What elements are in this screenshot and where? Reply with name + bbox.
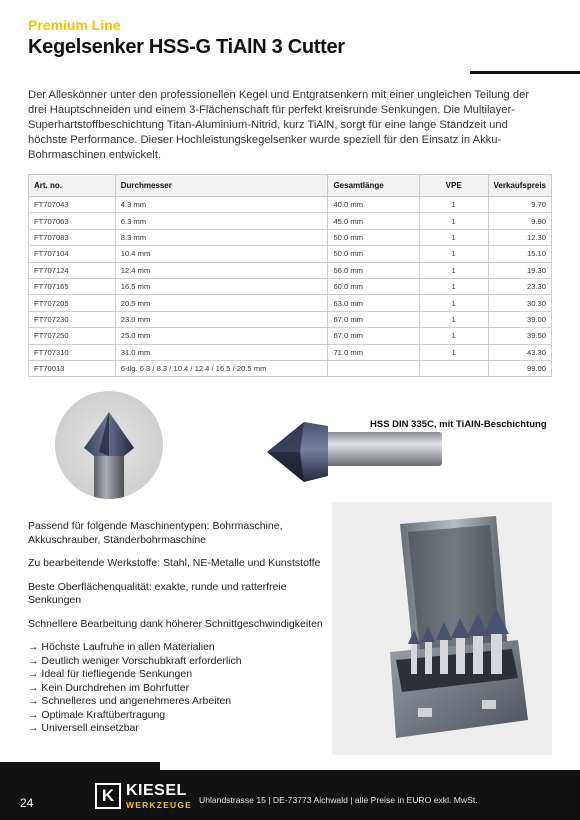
cell-diameter: 23.0 mm: [115, 311, 328, 327]
cell-length: [328, 360, 419, 376]
table-row: [29, 328, 552, 344]
benefit-item: → Ideal für tiefliegende Senkungen: [28, 668, 193, 680]
cell-price: 12.30: [488, 229, 551, 245]
table-row: [29, 262, 552, 278]
feature-list: [28, 520, 328, 736]
cell-length: 60.0 mm: [328, 278, 419, 294]
cell-vpe: 1: [419, 246, 488, 262]
cell-art-no: FT707165: [29, 278, 116, 294]
cell-diameter: 16.5 mm: [115, 278, 328, 294]
cell-price: 30.30: [488, 295, 551, 311]
cell-art-no: FT707043: [29, 197, 116, 213]
cell-price: 9.70: [488, 197, 551, 213]
cell-diameter: 20.5 mm: [115, 295, 328, 311]
cell-length: 63.0 mm: [328, 295, 419, 311]
table-row: [29, 360, 552, 376]
cell-vpe: 1: [419, 213, 488, 229]
cell-vpe: 1: [419, 295, 488, 311]
cell-art-no: FT707230: [29, 311, 116, 327]
benefit-item: → Schnelleres und angenehmeres Arbeiten: [28, 695, 232, 707]
table-row: [29, 197, 552, 213]
cell-length: 45.0 mm: [328, 213, 419, 229]
cell-vpe: 1: [419, 229, 488, 245]
cell-art-no: FT707063: [29, 213, 116, 229]
logo-mark: K: [95, 783, 121, 809]
page-title: Kegelsenker HSS-G TiAlN 3 Cutter: [28, 36, 345, 58]
table-row: [29, 246, 552, 262]
header-art-no: Art. no.: [29, 175, 116, 197]
cell-diameter: 31.0 mm: [115, 344, 328, 360]
feature-paragraph: Beste Oberflächenqualität: exakte, runde und ratterfreie Senkungen: [28, 580, 287, 606]
intro-paragraph: Der Alleskönner unter den professionellen Kegel und Entgratsenkern mit einer ungleichen Teilung der drei Hauptschneiden und einem 3-Flächenschaft für perfekt kreisrunde Senkungen. Die Multilayer-Superhartstoffbeschichtung Titan-Aluminium-Nitrid, kurz TiAlN, sorgt für eine lange Standzeit und höchste Performance. Dieser Hochleistungskegelsenker wurde speziell für den Einsatz in Akku-Bohrmaschinen entwickelt.: [28, 89, 530, 161]
table-row: [29, 278, 552, 294]
cell-vpe: 1: [419, 262, 488, 278]
cell-diameter: 10.4 mm: [115, 246, 328, 262]
cell-vpe: 1: [419, 311, 488, 327]
feature-paragraph: Schnellere Bearbeitung dank höherer Schnittgeschwindigkeiten: [28, 617, 323, 630]
cell-price: 39.50: [488, 328, 551, 344]
cell-length: 50.0 mm: [328, 229, 419, 245]
cell-length: 71.0 mm: [328, 344, 419, 360]
countersink-side-image: [262, 412, 447, 492]
footer-address: Uhlandstrasse 15 | DE-73773 Aichwald | alle Preise in EURO exkl. MwSt.: [199, 795, 478, 805]
cell-price: 23.30: [488, 278, 551, 294]
table-header-row: [29, 175, 552, 197]
cell-art-no: FT707104: [29, 246, 116, 262]
image-caption: HSS DIN 335C, mit TiAlN-Beschichtung: [370, 419, 547, 430]
header-price: Verkaufspreis: [488, 175, 551, 197]
table-body: [29, 197, 552, 377]
cell-length: 40.0 mm: [328, 197, 419, 213]
benefit-item: → Höchste Laufruhe in allen Materialien: [28, 641, 215, 653]
product-set-case-image: [332, 502, 552, 755]
benefit-item: → Kein Durchdrehen im Bohrfutter: [28, 681, 190, 694]
cell-art-no: FT707205: [29, 295, 116, 311]
cell-diameter: 25.0 mm: [115, 328, 328, 344]
cell-art-no: FT707310: [29, 344, 116, 360]
feature-paragraph: Zu bearbeitende Werkstoffe: Stahl, NE-Metalle und Kunststoffe: [28, 557, 321, 569]
cell-price: 99.00: [488, 360, 551, 376]
table-row: [29, 311, 552, 327]
cell-price: 43.30: [488, 344, 551, 360]
cell-length: 67.0 mm: [328, 328, 419, 344]
cell-vpe: 1: [419, 197, 488, 213]
cell-vpe: 1: [419, 278, 488, 294]
header-diameter: Durchmesser: [115, 175, 328, 197]
cell-price: 39.00: [488, 311, 551, 327]
benefit-item: → Deutlich weniger Vorschubkraft erforderlich: [28, 654, 242, 667]
header-length: Gesamtlänge: [328, 175, 419, 197]
cell-length: 50.0 mm: [328, 246, 419, 262]
product-table: [28, 174, 552, 377]
cell-vpe: [419, 360, 488, 376]
cell-price: 9.90: [488, 213, 551, 229]
cell-art-no: FT70013: [29, 360, 116, 376]
cell-diameter: 12.4 mm: [115, 262, 328, 278]
cell-vpe: 1: [419, 344, 488, 360]
benefit-item: → Optimale Kraftübertragung: [28, 708, 166, 721]
cell-art-no: FT707250: [29, 328, 116, 344]
cell-diameter: 8.3 mm: [115, 229, 328, 245]
countersink-closeup-image: [54, 390, 164, 500]
table-row: [29, 213, 552, 229]
benefit-item: → Universell einsetzbar: [28, 722, 139, 734]
kicker-label: Premium Line: [28, 17, 121, 33]
table-row: [29, 295, 552, 311]
logo-name: KIESEL: [126, 782, 187, 799]
cell-diameter: 6.3 mm: [115, 213, 328, 229]
brand-logo: [95, 781, 193, 813]
cell-art-no: FT707083: [29, 229, 116, 245]
cell-art-no: FT707124: [29, 262, 116, 278]
cell-length: 56.0 mm: [328, 262, 419, 278]
cell-diameter: 6-tlg. 6.3 / 8.3 / 10.4 / 12.4 / 16.5 / 20.5 mm: [115, 360, 328, 376]
cell-length: 67.0 mm: [328, 311, 419, 327]
table-row: [29, 229, 552, 245]
feature-paragraph: Passend für folgende Maschinentypen: Bohrmaschine, Akkuschrauber, Ständerbohrmaschine: [28, 520, 283, 546]
cell-vpe: 1: [419, 328, 488, 344]
cell-price: 15.10: [488, 246, 551, 262]
benefit-list: [28, 641, 328, 736]
title-rule: [470, 71, 580, 74]
page-number: 24: [20, 796, 34, 810]
table-row: [29, 344, 552, 360]
logo-subtitle: WERKZEUGE: [126, 800, 193, 810]
cell-diameter: 4.3 mm: [115, 197, 328, 213]
header-vpe: VPE: [419, 175, 488, 197]
cell-price: 19.30: [488, 262, 551, 278]
